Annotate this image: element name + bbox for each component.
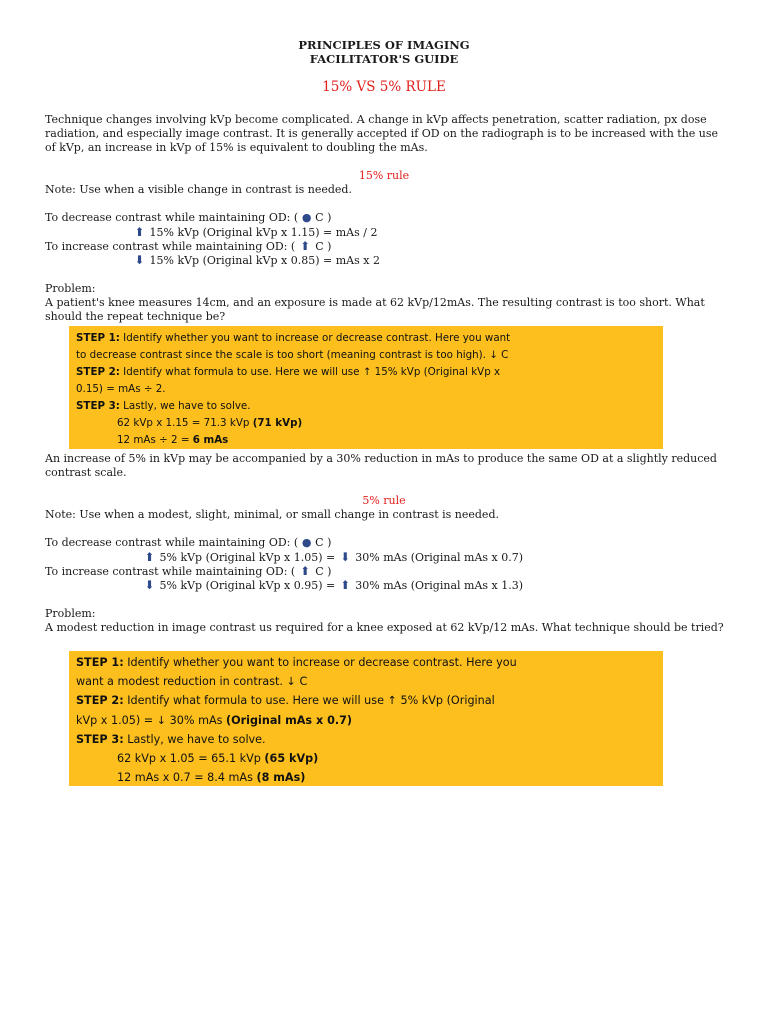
arrow-up-icon: ⬆ xyxy=(134,225,145,239)
rule5-calc-mas: 12 mAs x 0.7 = 8.4 mAs (8 mAs) xyxy=(117,771,306,785)
arrow-down-icon: ⬇ xyxy=(144,578,155,592)
rule15-decrease-formula: ⬆ 15% kVp (Original kVp x 1.15) = mAs / 2 xyxy=(134,225,378,239)
arrow-down-icon: ⬇ xyxy=(134,253,145,267)
rule15-calc-mas: 12 mAs ÷ 2 = 6 mAs xyxy=(117,434,229,446)
arrow-down-icon: ↓ xyxy=(489,349,498,361)
arrow-up-icon: ⬆ xyxy=(144,550,155,564)
rule15-increase-label: To increase contrast while maintaining OD: ( xyxy=(45,240,296,253)
rule15-step1-cont: to decrease contrast since the scale is too short (meaning contrast is too high). ↓ C xyxy=(76,349,509,361)
rule5-step3: STEP 3: Lastly, we have to solve. xyxy=(76,732,266,746)
rule5-increase-close: C ) xyxy=(315,565,332,578)
rule5-decrease-label: To decrease contrast while maintaining OD: ( xyxy=(45,536,299,549)
arrow-up-icon: ↑ xyxy=(387,694,397,708)
rule15-note: Note: Use when a visible change in contrast is needed. xyxy=(45,183,352,196)
rule15-heading: 15% rule xyxy=(358,169,410,182)
arrow-up-icon: ↑ xyxy=(362,366,372,378)
rule15-step3: STEP 3: Lastly, we have to solve. xyxy=(76,400,251,412)
rule5-calc-kvp: 62 kVp x 1.05 = 65.1 kVp (65 kVp) xyxy=(117,752,319,766)
rule-title: 15% VS 5% RULE xyxy=(322,79,446,95)
transition-paragraph: An increase of 5% in kVp may be accompanied by a 30% reduction in mAs to produce the same OD at a slightly reduced contrast scale. xyxy=(45,452,717,479)
rule5-increase-label: To increase contrast while maintaining OD: ( xyxy=(45,565,296,578)
rule5-problem-text: A modest reduction in image contrast us required for a knee exposed at 62 kVp/12 mAs. What technique should be tried? xyxy=(45,621,724,634)
arrow-up-icon: ⬆ xyxy=(300,564,311,578)
bullet-icon: ● xyxy=(301,536,312,549)
rule15-calc-kvp: 62 kVp x 1.15 = 71.3 kVp (71 kVp) xyxy=(117,417,303,429)
rule15-increase-line xyxy=(45,239,331,254)
rule15-problem-label: Problem: xyxy=(45,282,96,295)
doc-title-line2: FACILITATOR'S GUIDE xyxy=(309,52,459,66)
rule5-decrease-formula: ⬆ 5% kVp (Original kVp x 1.05) = ⬇ 30% mAs (Original mAs x 0.7) xyxy=(144,550,524,564)
rule5-increase-formula: ⬇ 5% kVp (Original kVp x 0.95) = ⬆ 30% mAs (Original mAs x 1.3) xyxy=(144,578,524,592)
rule15-step1: STEP 1: Identify whether you want to increase or decrease contrast. Here you want xyxy=(76,332,511,344)
rule15-steps-box xyxy=(69,326,663,449)
rule15-increase-close: C ) xyxy=(315,240,332,253)
rule5-step1-cont: want a modest reduction in contrast. ↓ C xyxy=(76,675,308,689)
rule15-decrease-close: C ) xyxy=(315,211,332,224)
bullet-icon: ● xyxy=(301,211,312,224)
arrow-up-icon: ⬆ xyxy=(300,239,311,253)
rule5-step2: STEP 2: Identify what formula to use. Here we will use ↑ 5% kVp (Original xyxy=(76,694,495,708)
arrow-down-icon: ↓ xyxy=(286,675,296,689)
doc-title-line1: PRINCIPLES OF IMAGING xyxy=(298,38,470,52)
rule5-decrease-line xyxy=(45,536,331,550)
rule5-steps-box xyxy=(69,651,663,786)
rule15-step2: STEP 2: Identify what formula to use. Here we will use ↑ 15% kVp (Original kVp x xyxy=(76,366,501,378)
rule5-step1: STEP 1: Identify whether you want to increase or decrease contrast. Here you xyxy=(76,656,517,669)
rule5-problem-label: Problem: xyxy=(45,607,96,620)
rule5-decrease-close: C ) xyxy=(315,536,332,549)
rule15-problem-text: A patient's knee measures 14cm, and an exposure is made at 62 kVp/12mAs. The resulting contrast is too short. What should the repeat technique be? xyxy=(45,296,705,323)
rule15-decrease-line xyxy=(45,211,331,225)
rule5-heading: 5% rule xyxy=(362,494,406,507)
rule5-step2-cont: kVp x 1.05) = ↓ 30% mAs (Original mAs x 0.7) xyxy=(76,713,353,727)
rule15-increase-formula: ⬇ 15% kVp (Original kVp x 0.85) = mAs x 2 xyxy=(134,253,380,267)
arrow-down-icon: ↓ xyxy=(156,713,167,727)
rule15-step2-cont: 0.15) = mAs ÷ 2. xyxy=(76,383,166,395)
rule15-decrease-label: To decrease contrast while maintaining OD: ( xyxy=(45,211,299,224)
rule5-increase-line xyxy=(45,564,331,579)
rule5-note: Note: Use when a modest, slight, minimal, or small change in contrast is needed. xyxy=(45,508,499,521)
arrow-up-icon: ⬆ xyxy=(340,578,351,592)
arrow-down-icon: ⬇ xyxy=(340,550,351,564)
intro-paragraph: Technique changes involving kVp become complicated. A change in kVp affects penetration, scatter radiation, px dose radiation, and especially image contrast. It is generally accepted if OD on the radiograph is to be increased with the use of kVp, an increase in kVp of 15% is equivalent to doubling the mAs. xyxy=(45,113,719,154)
